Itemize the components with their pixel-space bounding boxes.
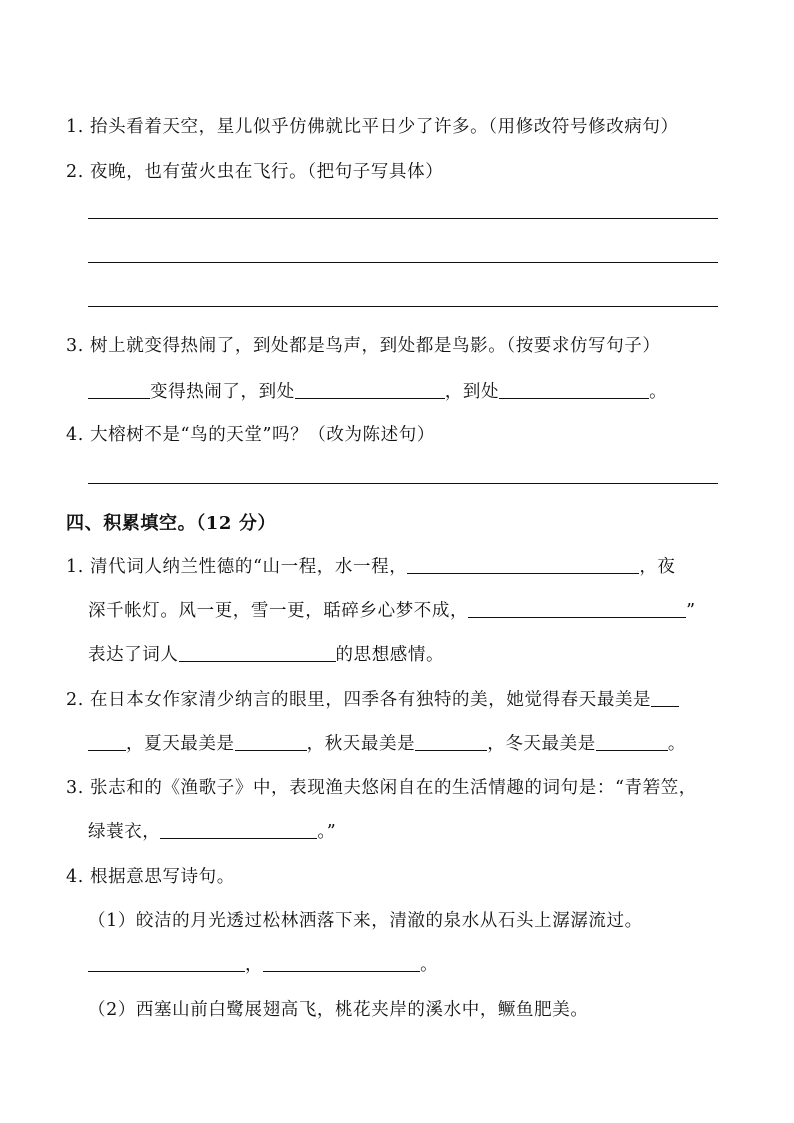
fill-blank[interactable] [499, 380, 649, 399]
question-text: ” [686, 601, 696, 621]
answer-line[interactable] [88, 262, 718, 263]
question-text: 。 [667, 734, 686, 754]
fill-blank[interactable] [235, 732, 307, 751]
question-text: 。” [317, 822, 337, 842]
question-4-4: 4. 根据意思写诗句。 [66, 867, 235, 887]
fill-text: 。 [649, 382, 668, 402]
question-text: ，冬天最美是 [487, 734, 596, 754]
fill-text: ， [245, 955, 264, 975]
answer-line[interactable] [88, 306, 718, 307]
question-text: 深千帐灯。风一更，雪一更，聒碎乡心梦不成， [88, 601, 469, 621]
question-text: 1. 清代词人纳兰性德的“山一程，水一程， [66, 557, 408, 577]
fill-blank[interactable] [263, 953, 420, 972]
fill-blank[interactable] [88, 380, 150, 399]
question-3-4: 4. 大榕树不是“鸟的天堂”吗？（改为陈述句） [66, 425, 435, 445]
fill-blank[interactable] [415, 732, 487, 751]
fill-blank[interactable] [179, 643, 336, 662]
question-4-3-line2 [88, 818, 336, 843]
question-text: 表达了词人 [88, 645, 179, 665]
fill-blank[interactable] [651, 688, 679, 707]
question-4-4-sub1: （1）皎洁的月光透过松林洒落下来，清澈的泉水从石头上潺潺流过。 [88, 911, 643, 931]
fill-blank[interactable] [160, 820, 317, 839]
question-text: ，夏天最美是 [126, 734, 235, 754]
question-text: 的思想感情。 [335, 645, 445, 665]
question-4-4-sub1-fill [88, 951, 438, 976]
question-4-2-line1 [66, 686, 679, 711]
question-text: 绿蓑衣， [88, 822, 161, 842]
fill-blank[interactable] [88, 732, 126, 751]
section-heading: 四、积累填空。（12 分） [66, 513, 277, 534]
question-4-2-line2 [88, 730, 686, 755]
question-text: ，夜 [639, 557, 676, 577]
answer-line[interactable] [88, 483, 718, 484]
question-text: ，秋天最美是 [306, 734, 416, 754]
fill-blank[interactable] [468, 599, 686, 618]
fill-blank[interactable] [295, 380, 445, 399]
question-4-3-line1: 3. 张志和的《渔歌子》中，表现渔夫悠闲自在的生活情趣的词句是：“青箬笠， [66, 778, 697, 798]
question-4-1-line1 [66, 553, 676, 578]
question-3-2: 2. 夜晚，也有萤火虫在飞行。（把句子写具体） [66, 162, 444, 182]
fill-text: 。 [420, 955, 439, 975]
question-text: 2. 在日本女作家清少纳言的眼里，四季各有独特的美，她觉得春天最美是 [66, 690, 652, 710]
fill-blank[interactable] [596, 732, 668, 751]
fill-blank[interactable] [88, 953, 245, 972]
question-3-3-fill [88, 378, 667, 403]
fill-text: ，到处 [444, 382, 500, 402]
question-3-3: 3. 树上就变得热闹了，到处都是鸟声，到处都是鸟影。（按要求仿写句子） [66, 336, 661, 356]
question-4-1-line3 [88, 641, 444, 666]
answer-line[interactable] [88, 218, 718, 219]
question-3-1: 1. 抬头看着天空，星儿似乎仿佛就比平日少了许多。（用修改符号修改病句） [66, 117, 679, 137]
question-4-1-line2 [88, 597, 696, 622]
question-4-4-sub2: （2）西塞山前白鹭展翅高飞，桃花夹岸的溪水中，鳜鱼肥美。 [88, 1000, 589, 1020]
fill-text: 变得热闹了，到处 [150, 382, 295, 402]
fill-blank[interactable] [407, 555, 639, 574]
